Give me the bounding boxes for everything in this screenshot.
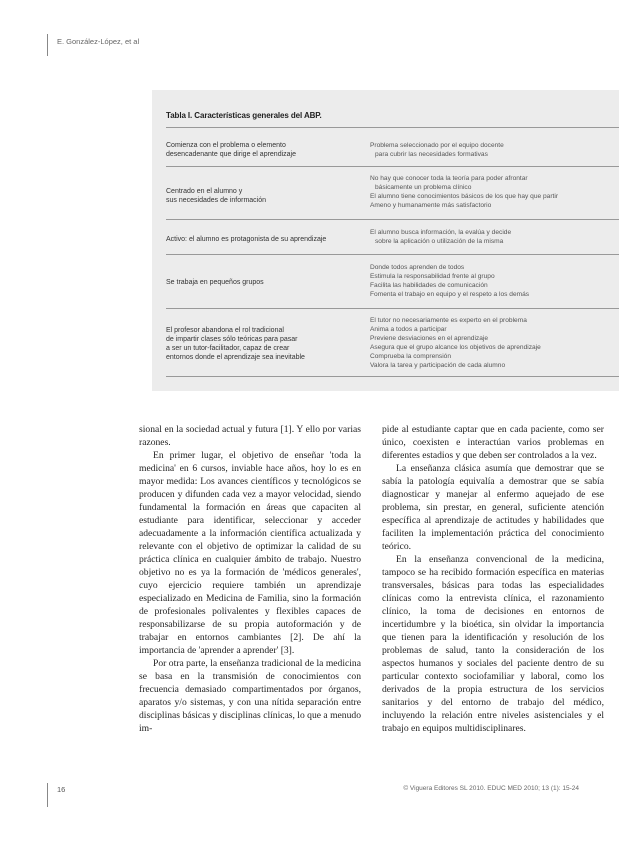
table-row-left: Activo: el alumno es protagonista de su aprendizaje (166, 236, 327, 243)
table-row-right: No hay que conocer toda la teoría para poder afrontar básicamente un problema clínico El alumno tiene conocimientos básicos de los que hay que partir Ameno y humanamente más satisfactorio (370, 175, 559, 209)
page-number: 16 (57, 785, 66, 794)
table-row-left: El profesor abandona el rol tradicional de impartir clases sólo teóricas para pasar a ser un tutor-facilitador, capaz de crear entornos donde el aprendizaje sea inevitable (166, 327, 305, 361)
table-row-right: El alumno busca información, la evalúa y decide sobre la aplicación o utilización de la misma (370, 229, 512, 245)
paragraph: En la enseñanza convencional de la medicina, tampoco se ha recibido formación específica en materias transversales, básicas para todas las especialidades clínicas como la entrevista clínica, el razonamiento clínico, la toma de decisiones en entornos de incertidumbre y la bioética, sin olvidar la importancia que tienen para la identificación y resolución de los problemas de salud, tanto la consideración de los aspectos humanos y sociales del paciente dentro de su particular contexto sociofamiliar y laboral, como los derivados de la propia estructura de los servicios sanitarios y del entorno de trabajo del médico, incluyendo la relación entre niveles asistenciales y el trabajo en equipos multidisciplinares. (382, 554, 604, 734)
table-row-left: Se trabaja en pequeños grupos (166, 279, 264, 286)
table-row-left: Comienza con el problema o elemento desencadenante que dirige el aprendizaje (166, 142, 296, 158)
body-column-left (139, 423, 361, 735)
table-title: Tabla I. Características generales del ABP. (166, 111, 322, 120)
table-rule (166, 308, 619, 309)
table-characteristics (152, 90, 619, 391)
running-head: E. González-López, et al (57, 37, 140, 46)
table-rule (166, 219, 619, 220)
margin-rule-top (47, 34, 48, 56)
paragraph: pide al estudiante captar que en cada paciente, como ser único, coexisten e interactúan varios problemas en diferentes estadios y que deben ser controlados a la vez. (382, 424, 604, 461)
margin-rule-bottom (47, 783, 48, 807)
table-rule (166, 166, 619, 167)
table-rule (166, 254, 619, 255)
table-row-left: Centrado en el alumno y sus necesidades de información (166, 188, 267, 204)
footer-citation: © Viguera Editores SL 2010. EDUC MED 2010; 13 (1): 15-24 (403, 785, 579, 792)
paragraph: Por otra parte, la enseñanza tradicional de la medicina se basa en la transmisión de conocimientos con frecuencia demasiado compartimentados por órganos, aparatos y/o sistemas, y con una nítida separación entre disciplinas básicas y disciplinas clínicas, lo que a menudo im- (139, 658, 361, 734)
paragraph: sional en la sociedad actual y futura [1]. Y ello por varias razones. (139, 424, 361, 448)
table-row-right: Donde todos aprenden de todos Estimula la responsabilidad frente al grupo Facilita las habilidades de comunicación Fomenta el trabajo en equipo y el respeto a los demás (370, 264, 530, 298)
table-row-right: El tutor no necesariamente es experto en el problema Anima a todos a participar Previene desviaciones en el aprendizaje Asegura que el grupo alcance los objetivos de aprendizaje Comprueba la comprensión Valora la tarea y participación de cada alumno (370, 317, 541, 369)
table-row-right: Problema seleccionado por el equipo docente para cubrir las necesidades formativas (370, 142, 504, 158)
body-column-right (382, 423, 604, 735)
table-rule (166, 376, 619, 377)
table-rule (166, 127, 619, 128)
paragraph: En primer lugar, el objetivo de enseñar 'toda la medicina' en 6 cursos, inviable hace años, hoy lo es en mayor medida: Los avances científicos y tecnológicos se producen y difunden cada vez a mayor velocidad, siendo fundamental la formación en áreas que capaciten al estudiante para identificar, seleccionar y acceder adecuadamente a la información científica actualizada y relevante con el objetivo de optimizar la calidad de su práctica clínica en cualquier ámbito de trabajo. Nuestro objetivo no es ya la formación de 'médicos generales', cuyo ejercicio requiere también un aprendizaje especializado en Medicina de Familia, sino la formación de profesionales polivalentes y flexibles capaces de responsabilizarse de su propia autoformación y de trabajar en entornos cambiantes [2]. De ahí la importancia de 'aprender a aprender' [3]. (139, 450, 361, 656)
paragraph: La enseñanza clásica asumía que demostrar que se sabía la patología equivalía a demostrar que se sabía diagnosticar y manejar al enfermo aquejado de ese problema, sin prestar, en general, suficiente atención específica al aprendizaje de actitudes y habilidades que faciliten la implementación práctica del conocimiento teórico. (382, 463, 604, 552)
